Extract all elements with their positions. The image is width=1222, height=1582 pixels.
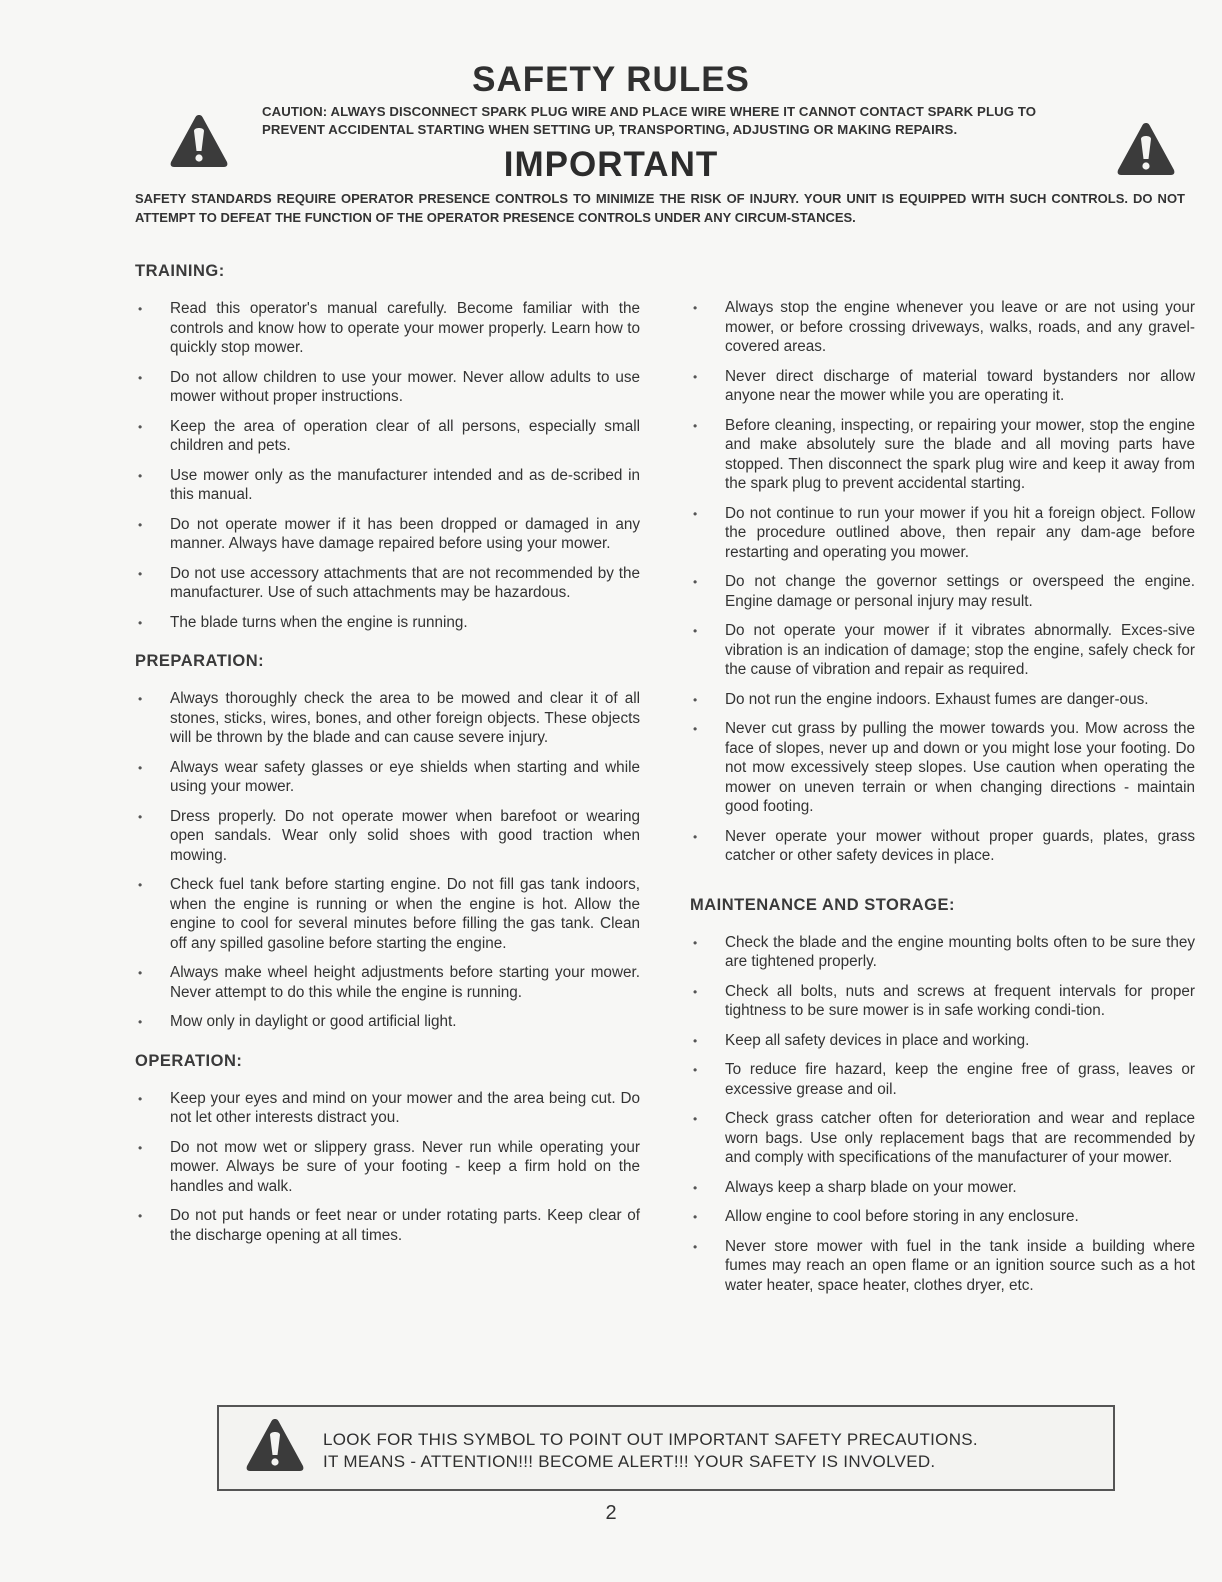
list-item [135,689,640,748]
list-item [135,564,640,603]
list-item-text: Always thoroughly check the area to be mowed and clear it of all stones, sticks, wires, bones, and other foreign objects. These objects will be thrown by the blade and can cause severe injury. [170,690,640,746]
list-item [690,367,1195,406]
list-item-text: Do not continue to run your mower if you hit a foreign object. Follow the procedure outlined above, then repair any dam-age before restarting and operating you mower. [725,504,1195,561]
list-item [690,1031,1195,1051]
list-item [135,368,640,407]
list-item [135,963,640,1002]
list-item [690,298,1195,357]
list-item [135,1206,640,1245]
list-item-text: Do not put hands or feet near or under rotating parts. Keep clear of the discharge opening at all times. [170,1207,640,1244]
list-item [135,1012,640,1032]
caution-note: CAUTION: ALWAYS DISCONNECT SPARK PLUG WIRE AND PLACE WIRE WHERE IT CANNOT CONTACT SPARK PLUG TO PREVENT ACCIDENTAL STARTING WHEN SETTING UP, TRANSPORTING, ADJUSTING OR MAKING REPAIRS. [262,104,1037,137]
bullet-icon: • [138,1015,143,1029]
list-item-text: Check the blade and the engine mounting bolts often to be sure they are tightened properly. [725,933,1195,970]
list-item-text: Do not use accessory attachments that are not recommended by the manufacturer. Use of such attachments may be hazardous. [170,564,640,601]
page-title: SAFETY RULES [472,60,750,99]
maintenance-list [690,933,1195,1296]
bullet-icon: • [693,418,698,433]
list-item [690,504,1195,563]
list-item [135,1089,640,1128]
list-item [135,299,640,358]
bullet-icon: • [693,1063,698,1077]
bullet-icon: • [138,809,143,824]
list-item-text: Keep your eyes and mind on your mower and the area being cut. Do not let other interests distract you. [170,1089,640,1126]
important-heading: IMPORTANT [503,145,719,184]
maintenance-section [690,896,1195,1296]
list-item [135,466,640,505]
list-item-text: Never operate your mower without proper guards, plates, grass catcher or other safety devices in place. [725,827,1195,864]
list-item-text: Before cleaning, inspecting, or repairing your mower, stop the engine and make absolutely sure the blade and all moving parts have stopped. Then disconnect the spark plug wire and keep it away from the spark plug to prevent accidental starting. [725,416,1195,492]
list-item-text: Keep the area of operation clear of all persons, especially small children and pets. [170,417,640,454]
bullet-icon: • [693,575,698,589]
list-item-text: To reduce fire hazard, keep the engine free of grass, leaves or excessive grease and oil. [725,1061,1195,1098]
list-item [690,719,1195,817]
list-item-text: Keep all safety devices in place and working. [725,1031,1030,1049]
list-item [135,875,640,953]
list-item [690,621,1195,680]
list-item [690,572,1195,611]
list-item-text: Always keep a sharp blade on your mower. [725,1178,1017,1196]
list-item-text: Check grass catcher often for deterioration and wear and replace worn bags. Use only replacement bags that are recommended by and comply with specifications of the manufacturer of your mower. [725,1110,1195,1166]
preparation-section [135,652,640,1032]
bullet-icon: • [693,984,698,999]
list-item-text: Check all bolts, nuts and screws at frequent intervals for proper tightness to be sure mower is in safe working condi-tion. [725,982,1195,1019]
operation-continued-list [690,298,1195,866]
list-item [135,1138,640,1197]
bullet-icon: • [693,1033,698,1048]
bullet-icon: • [138,468,143,483]
right-column [690,298,1195,1315]
list-item [690,982,1195,1021]
notice-text [323,1429,1103,1473]
operation-list [135,1089,640,1246]
bullet-icon: • [138,419,143,434]
warning-triangle-svg [243,1415,307,1475]
list-item-text: Always stop the engine whenever you leave or are not using your mower, or before crossing driveways, walks, roads, and any gravel-covered areas. [725,299,1195,355]
list-item [690,1178,1195,1198]
left-column [135,262,640,1265]
bullet-icon: • [693,624,698,638]
training-list [135,299,640,632]
list-item-text: Do not change the governor settings or overspeed the engine. Engine damage or personal injury may result. [725,573,1195,610]
bullet-icon: • [138,1140,143,1155]
list-item-text: Do not run the engine indoors. Exhaust fumes are danger-ous. [725,690,1149,708]
list-item-text: Mow only in daylight or good artificial light. [170,1013,457,1030]
standards-note: SAFETY STANDARDS REQUIRE OPERATOR PRESENCE CONTROLS TO MINIMIZE THE RISK OF INJURY. YOUR UNIT IS EQUIPPED WITH SUCH CONTROLS. DO NOT ATTEMPT TO DEFEAT THE FUNCTION OF THE OPERATOR PRESENCE CONTROLS UNDER ANY CIRCUM-STANCES. [135,191,1185,225]
list-item [690,1109,1195,1168]
training-section [135,262,640,632]
list-item [135,417,640,456]
list-item-text: Never store mower with fuel in the tank inside a building where fumes may reach an open flame or an ignition source such as a hot water heater, space heater, clothes dryer, etc. [725,1237,1195,1294]
bullet-icon: • [693,301,698,315]
list-item-text: Always wear safety glasses or eye shields when starting and while using your mower. [170,758,640,795]
bullet-icon: • [693,369,698,384]
maintenance-heading: MAINTENANCE AND STORAGE: [690,895,956,914]
list-item-text: Never cut grass by pulling the mower towards you. Mow across the face of slopes, never up and down or you might lose your footing. Do not mow excessively steep slopes. Use caution when operating the mower on uneven terrain or when changing directions - maintain good footing. [725,720,1195,815]
list-item-text: Do not operate your mower if it vibrates abnormally. Exces-sive vibration is an indication of damage; stop the engine, safely check for the cause of vibration and repair as required. [725,622,1195,678]
list-item-text: Always make wheel height adjustments before starting your mower. Never attempt to do this while the engine is running. [170,964,640,1001]
bullet-icon: • [693,1112,698,1126]
list-item-text: Allow engine to cool before storing in any enclosure. [725,1208,1079,1225]
bullet-icon: • [138,302,143,316]
list-item-text: Never direct discharge of material toward bystanders nor allow anyone near the mower while you are operating it. [725,367,1195,404]
list-item [690,416,1195,494]
list-item [690,1060,1195,1099]
bullet-icon: • [138,692,143,706]
operation-section [135,1052,640,1246]
bullet-icon: • [693,935,698,950]
list-item [135,807,640,866]
bullet-icon: • [138,566,143,581]
notice-line-1: LOOK FOR THIS SYMBOL TO POINT OUT IMPORTANT SAFETY PRECAUTIONS. [323,1430,978,1449]
bullet-icon: • [693,829,698,844]
list-item [690,1207,1195,1227]
list-item [135,515,640,554]
list-item-text: Do not operate mower if it has been dropped or damaged in any manner. Always have damage repaired before using your mower. [170,515,640,552]
list-item [690,933,1195,972]
list-item [690,827,1195,866]
bullet-icon: • [138,370,143,385]
list-item-text: Use mower only as the manufacturer intended and as de-scribed in this manual. [170,466,640,503]
list-item-text: Read this operator's manual carefully. Become familiar with the controls and know how to operate your mower properly. Learn how to quickly stop mower. [170,300,640,356]
bullet-icon: • [693,1210,698,1224]
bullet-icon: • [138,966,143,980]
bullet-icon: • [138,878,143,892]
bullet-icon: • [693,506,698,521]
list-item-text: The blade turns when the engine is running. [170,613,468,631]
notice-line-2: IT MEANS - ATTENTION!!! BECOME ALERT!!! YOUR SAFETY IS INVOLVED. [323,1452,936,1471]
operation-continued-section [690,298,1195,866]
list-item [135,758,640,797]
bullet-icon: • [138,615,143,630]
preparation-heading: PREPARATION: [135,652,265,670]
bullet-icon: • [693,692,698,707]
list-item-text: Dress properly. Do not operate mower when barefoot or wearing open sandals. Wear only solid shoes with good traction when mowing. [170,807,640,864]
list-item-text: Do not mow wet or slippery grass. Never run while operating your mower. Always be sure of your footing - keep a firm hold on the handles and walk. [170,1138,640,1195]
bullet-icon: • [693,722,698,736]
list-item [690,690,1195,710]
bullet-icon: • [693,1180,698,1195]
bullet-icon: • [138,1209,143,1223]
operation-heading: OPERATION: [135,1051,243,1070]
safety-symbol-notice [217,1405,1115,1491]
bullet-icon: • [138,760,143,775]
preparation-list [135,689,640,1032]
list-item-text: Do not allow children to use your mower. Never allow adults to use mower without proper instructions. [170,368,640,405]
training-heading: TRAINING: [135,262,225,280]
bullet-icon: • [138,1091,143,1106]
list-item-text: Check fuel tank before starting engine. Do not fill gas tank indoors, when the engine is running or when the engine is hot. Allow the engine to cool for several minutes before filling the gas tank. Clean off any spilled gasoline before starting the engine. [170,876,640,952]
page-number: 2 [605,1502,617,1524]
list-item [690,1237,1195,1296]
list-item [135,613,640,633]
warning-triangle-icon [243,1415,307,1475]
bullet-icon: • [693,1239,698,1254]
bullet-icon: • [138,517,143,532]
